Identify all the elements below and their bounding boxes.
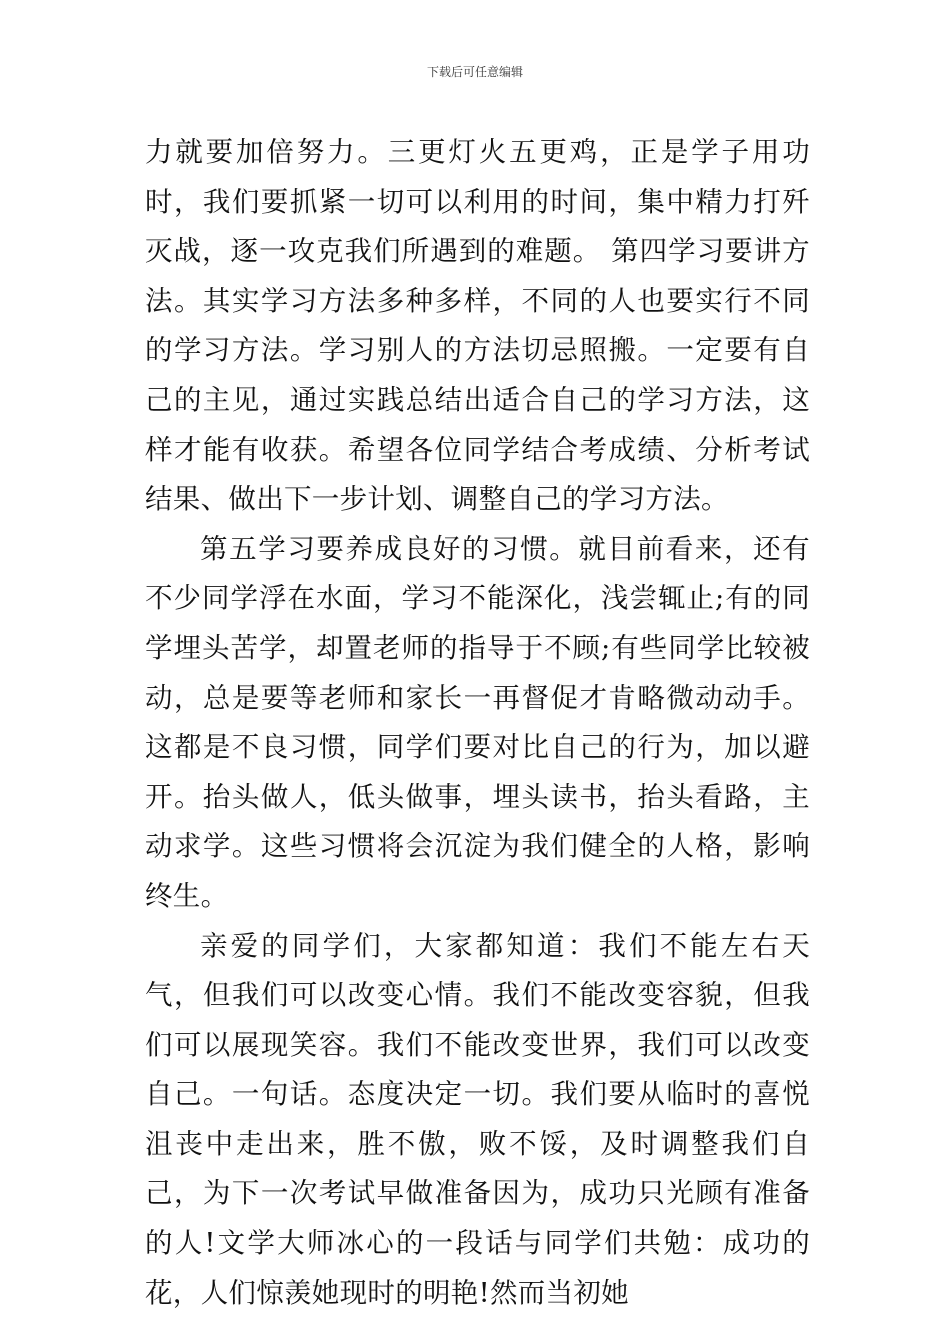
document-body (145, 128, 810, 1318)
page-header: 下载后可任意编辑 (426, 65, 523, 79)
paragraph-2: 第五学习要养成良好的习惯。就目前看来，还有不少同学浮在水面，学习不能深化，浅尝辄止;有的同学埋头苦学，却置老师的指导于不顾;有些同学比较被动，总是要等老师和家长一再督促才肯略微动动手。这都是不良习惯，同学们要对比自己的行为，加以避开。抬头做人，低头做事，埋头读书，抬头看路，主动求学。这些习惯将会沉淀为我们健全的人格，影响终生。 (145, 532, 810, 912)
paragraph-1: 力就要加倍努力。三更灯火五更鸡，正是学子用功时，我们要抓紧一切可以利用的时间，集中精力打歼灭战，逐一攻克我们所遇到的难题。 第四学习要讲方法。其实学习方法多种多样，不同的人也要实行不同的学习方法。学习别人的方法切忌照搬。一定要有自己的主见，通过实践总结出适合自己的学习方法，这样才能有收获。希望各位同学结合考成绩、分析考试结果、做出下一步计划、调整自己的学习方法。 (145, 136, 810, 516)
paragraph-3: 亲爱的同学们，大家都知道：我们不能左右天气，但我们可以改变心情。我们不能改变容貌，但我们可以展现笑容。我们不能改变世界，我们可以改变自己。一句话。态度决定一切。我们要从临时的喜悦沮丧中走出来，胜不傲，败不馁，及时调整我们自己，为下一次考试早做准备因为，成功只光顾有准备的人!文学大师冰心的一段话与同学们共勉：成功的花，人们惊羡她现时的明艳!然而当初她 (145, 929, 810, 1309)
